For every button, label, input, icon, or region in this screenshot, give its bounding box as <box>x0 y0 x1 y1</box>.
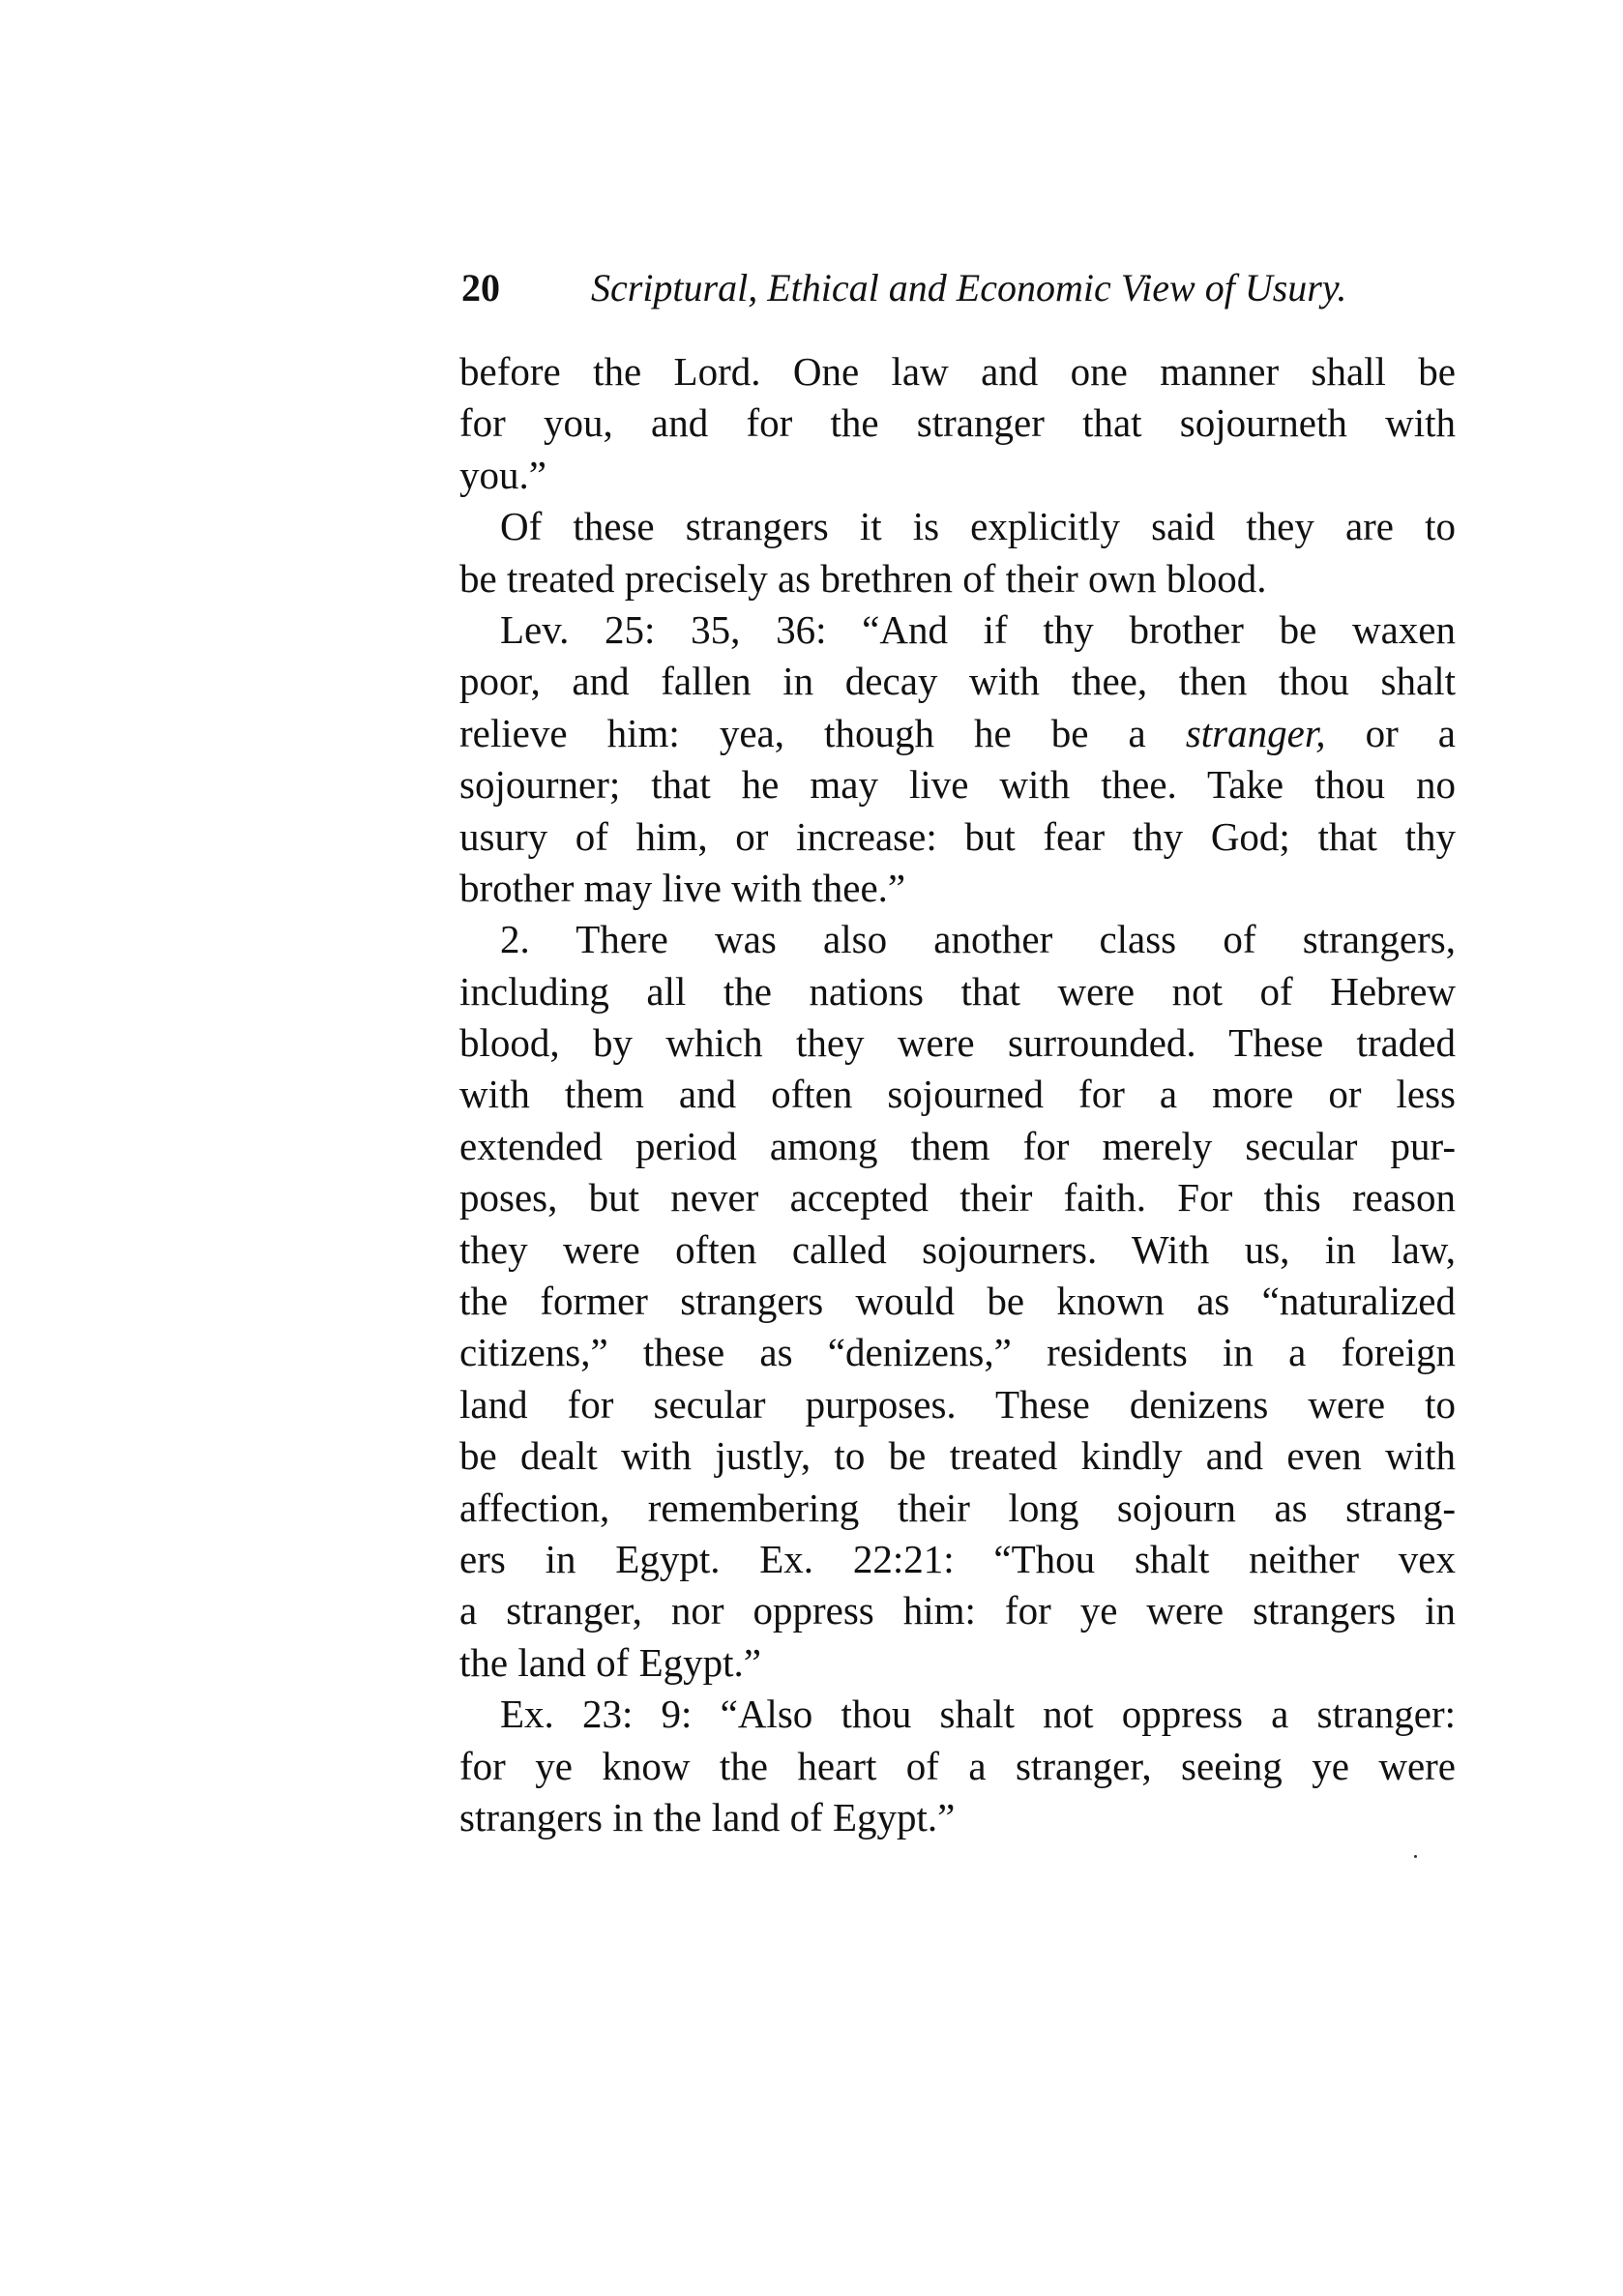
running-title: Scriptural, Ethical and Economic View of Usury. <box>591 266 1347 309</box>
text-line: poor, and fallen in decay with thee, then thou shalt <box>459 659 1456 704</box>
text-line: Lev. 25: 35, 36: “And if thy brother be waxen <box>500 606 1456 652</box>
text-line: land for secular purposes. These denizens were to <box>459 1381 1456 1427</box>
text-line: be treated precisely as brethren of their own blood. <box>459 555 1267 601</box>
body-text <box>459 346 1456 1843</box>
text-line: they were often called sojourners. With us, in law, <box>459 1226 1456 1272</box>
page-number: 20 <box>461 266 500 309</box>
text-line: be dealt with justly, to be treated kindly and even with <box>459 1433 1456 1479</box>
text-line: for you, and for the stranger that sojourneth with <box>459 400 1456 446</box>
text-line: poses, but never accepted their faith. For this reason <box>459 1175 1456 1221</box>
text-line: extended period among them for merely secular pur- <box>459 1123 1456 1168</box>
text-line: sojourner; that he may live with thee. Take thou no <box>459 762 1456 808</box>
text-line: the former strangers would be known as “naturalized <box>459 1279 1456 1324</box>
text-line: you.” <box>459 452 546 497</box>
text-line: Ex. 23: 9: “Also thou shalt not oppress a stranger: <box>500 1692 1456 1737</box>
text-line: including all the nations that were not of Hebrew <box>459 968 1456 1014</box>
text-line: for ye know the heart of a stranger, seeing ye were <box>459 1743 1456 1788</box>
text-line: Of these strangers it is explicitly said they are to <box>500 504 1456 549</box>
text-line: brother may live with thee.” <box>459 865 906 910</box>
text-line: citizens,” these as “denizens,” residents in a foreign <box>459 1330 1456 1375</box>
page-header <box>461 259 1453 317</box>
text-segment: relieve him: yea, though he be a <box>459 710 1146 755</box>
text-line: before the Lord. One law and one manner shall be <box>459 349 1456 394</box>
italic-word: stranger, <box>1185 710 1326 755</box>
text-line: with them and often sojourned for a more or less <box>459 1072 1456 1117</box>
text-line: ers in Egypt. Ex. 22:21: “Thou shalt neither vex <box>459 1536 1456 1581</box>
text-line: affection, remembering their long sojourn as strang- <box>459 1485 1456 1530</box>
text-line: blood, by which they were surrounded. These traded <box>459 1020 1456 1066</box>
text-line: usury of him, or increase: but fear thy God; that thy <box>459 813 1456 859</box>
text-line: a stranger, nor oppress him: for ye were strangers in <box>459 1588 1456 1634</box>
text-line: the land of Egypt.” <box>459 1639 761 1685</box>
print-speck <box>1414 1855 1417 1858</box>
text-segment: or a <box>1365 710 1456 755</box>
text-line: strangers in the land of Egypt.” <box>459 1794 956 1840</box>
text-line: 2. There was also another class of strangers, <box>500 917 1456 962</box>
text-line <box>459 708 1456 759</box>
